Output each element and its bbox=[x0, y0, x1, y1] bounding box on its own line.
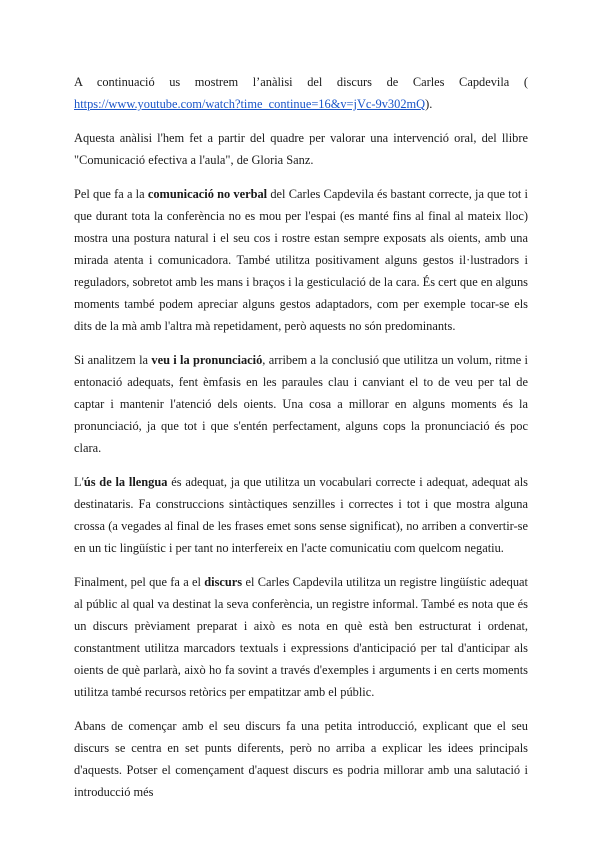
paragraph-language bbox=[74, 471, 528, 559]
youtube-link[interactable]: https://www.youtube.com/watch?time_continue=16&v=jVc-9v302mQ bbox=[74, 97, 426, 111]
language-heading: ús de la llengua bbox=[83, 475, 168, 489]
paragraph-intro bbox=[74, 71, 528, 115]
paragraph-discourse bbox=[74, 571, 528, 703]
paragraph-introduction: Abans de començar amb el seu discurs fa una petita introducció, explicant que el seu discurs se centra en set punts diferents, però no arriba a explicar les idees principals d'aquests. Potser el començament d'aquest discurs es podria millorar amb una salutació i introducció més bbox=[74, 719, 528, 799]
intro-closing: ). bbox=[425, 97, 433, 111]
discourse-lead: Finalment, pel que fa a el bbox=[74, 575, 205, 589]
language-lead: L' bbox=[74, 475, 84, 489]
voice-text: , arribem a la conclusió que utilitza un volum, ritme i entonació adequats, fent èmfasis en les paraules clau i canviant el to de veu per tal de captar i mantenir l'atenció dels oients. Una cosa a millorar en alguns moments és la pronunciació, ja que tot i que s'entén perfectament, alguns cops la pronunciació és poc clara. bbox=[74, 353, 528, 455]
non-verbal-lead: Pel que fa a la bbox=[74, 187, 148, 201]
language-text: és adequat, ja que utilitza un vocabulari correcte i adequat, adequat als destinataris. Fa construccions sintàctiques senzilles i correctes i tot i que mostra alguna crossa (a vegades al final de les frases emet sons sense significat), no arriben a convertir-se en un tic lingüístic i per tant no interfereix en l'acte comunicatiu com quelcom negatiu. bbox=[74, 475, 528, 555]
voice-heading: veu i la pronunciació bbox=[151, 353, 263, 367]
paragraph-non-verbal bbox=[74, 183, 528, 337]
discourse-text: el Carles Capdevila utilitza un registre lingüístic adequat al públic al qual va destinat la seva conferència, un registre informal. També es nota que és un discurs prèviament preparat i això es nota en què està ben estructurat i ordenat, constantment utilitza marcadors textuals i expressions d'anticipació per tal d'anticipar als oients de què parlarà, això ho fa sovint a través d'exemples i arguments i en certs moments utilitza també recursos retòrics per empatitzar amb el públic. bbox=[74, 575, 528, 699]
voice-lead: Si analitzem la bbox=[74, 353, 152, 367]
paragraph-voice bbox=[74, 349, 528, 459]
paragraph-source: Aquesta anàlisi l'hem fet a partir del quadre per valorar una intervenció oral, del llibre "Comunicació efectiva a l'aula", de Gloria Sanz. bbox=[74, 131, 528, 167]
non-verbal-text: del Carles Capdevila és bastant correcte, ja que tot i que durant tota la conferència no es mou per l'espai (es manté fins al final al mateix lloc) mostra una postura natural i el seu cos i rostre estan sempre exposats als oients, amb una mirada atenta i comunicadora. També utilitza positivament alguns gestos il·lustradors i reguladors, sobretot amb les mans i braços i la gesticulació de la cara. És cert que en alguns moments també podem apreciar alguns gestos adaptadors, com per exemple tocar-se els dits de la mà amb l'altra mà repetidament, però aquests no són predominants. bbox=[74, 187, 528, 333]
discourse-heading: discurs bbox=[204, 575, 243, 589]
intro-text: A continuació us mostrem l’anàlisi del discurs de Carles Capdevila ( bbox=[74, 75, 528, 89]
non-verbal-heading: comunicació no verbal bbox=[147, 187, 268, 201]
